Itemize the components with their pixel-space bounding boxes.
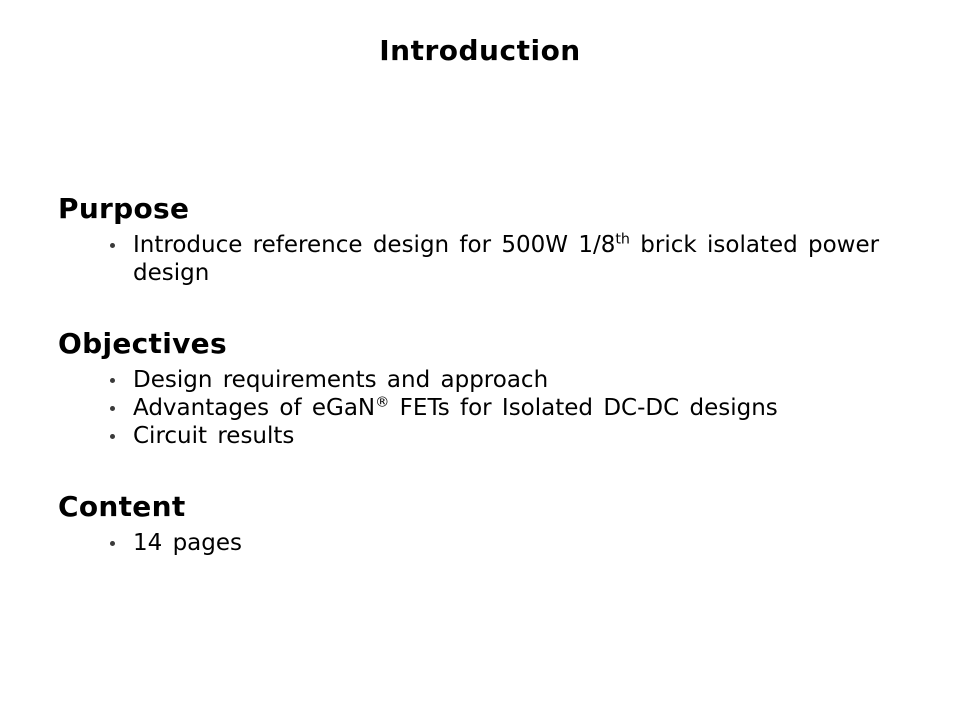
- bullet-text-part: brick isolated power design: [133, 232, 880, 286]
- bullet-list: [58, 529, 930, 557]
- slide-title: Introduction: [379, 33, 581, 67]
- bullet-text: [133, 366, 548, 394]
- section-content: [58, 490, 930, 557]
- slide-body: [58, 192, 930, 557]
- bullet-list: [58, 231, 930, 287]
- bullet-text-part: Design requirements and approach: [133, 367, 549, 393]
- bullet-icon: [108, 366, 133, 394]
- section-heading-content: Content: [58, 490, 186, 523]
- section-objectives: [58, 327, 930, 450]
- bullet-list: [58, 366, 930, 450]
- bullet-text: [133, 422, 294, 450]
- bullet-item: [108, 422, 930, 450]
- bullet-icon: [108, 529, 133, 557]
- section-heading-purpose: Purpose: [58, 192, 190, 225]
- bullet-text-part: FETs for Isolated DC-DC designs: [389, 395, 778, 421]
- bullet-icon: [108, 422, 133, 450]
- bullet-item: [108, 529, 930, 557]
- bullet-icon: [108, 394, 133, 422]
- section-purpose: [58, 192, 930, 287]
- bullet-icon: [108, 231, 133, 259]
- bullet-item: [108, 366, 930, 394]
- bullet-text-part: Introduce reference design for 500W 1/8: [133, 232, 616, 258]
- bullet-text: [133, 394, 778, 422]
- bullet-text-part: Advantages of eGaN: [133, 395, 376, 421]
- bullet-item: [108, 231, 930, 287]
- bullet-text-part: 14 pages: [133, 530, 243, 556]
- superscript-th: th: [615, 231, 630, 248]
- registered-trademark-icon: ®: [375, 394, 390, 411]
- bullet-text-part: Circuit results: [133, 423, 295, 449]
- bullet-text: [133, 231, 903, 287]
- bullet-item: [108, 394, 930, 422]
- section-heading-objectives: Objectives: [58, 327, 227, 360]
- bullet-text: [133, 529, 242, 557]
